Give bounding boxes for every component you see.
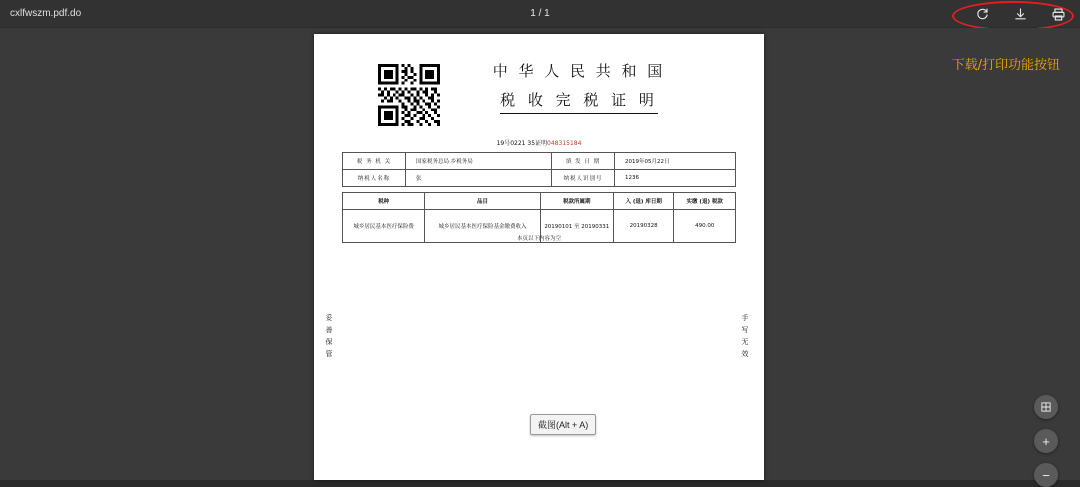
certificate-header: [314, 60, 764, 132]
certificate-number: [314, 138, 764, 147]
document-title: [464, 60, 694, 114]
column-header-period: 税款所属期: [540, 193, 613, 210]
download-icon[interactable]: [1012, 6, 1028, 22]
rotate-icon[interactable]: [974, 6, 990, 22]
table-row: [343, 170, 736, 187]
certificate-table: [342, 152, 736, 187]
zoom-in-button[interactable]: +: [1034, 429, 1058, 453]
page-indicator: 1 / 1: [530, 8, 550, 19]
pdf-page: [314, 34, 764, 480]
cell-tax-type: 城乡居民基本医疗保险费: [343, 210, 425, 243]
pdf-toolbar: [0, 0, 1080, 28]
pdf-viewer-area[interactable]: [0, 28, 1080, 483]
cell-period: 20190101 至 20190331: [540, 210, 613, 243]
certificate-number-label: 19号0221 35证明: [496, 140, 548, 147]
annotation-label: 下载/打印功能按钮: [951, 58, 1060, 73]
column-header-tax-type: 税种: [343, 193, 425, 210]
field-label-issue-date: 填 发 日 期: [551, 153, 614, 170]
cell-date: 20190328: [613, 210, 673, 243]
cell-item: 城乡居民基本医疗保险基金缴费收入: [425, 210, 540, 243]
column-header-date: 入 (退) 库日期: [613, 193, 673, 210]
field-label-taxpayer-id: 纳税人识别号: [551, 170, 614, 187]
field-value-issue-date: 2019年05月22日: [614, 153, 735, 170]
table-header-row: [343, 193, 736, 210]
side-note-right: 手写无效: [741, 314, 749, 362]
qr-code-icon: [378, 64, 440, 126]
column-header-amount: 实缴 (退) 税款: [674, 193, 736, 210]
certificate-number-value: 048315184: [547, 140, 582, 147]
field-value-taxpayer-name: 张: [406, 170, 552, 187]
title-line-1: 中 华 人 民 共 和 国: [492, 62, 666, 80]
title-line-2: 税 收 完 税 证 明: [500, 89, 658, 114]
field-label-taxpayer-name: 纳税人名称: [343, 170, 406, 187]
side-note-left: 妥善保管: [325, 314, 333, 362]
field-value-taxpayer-id: 1236: [614, 170, 735, 187]
fit-page-button[interactable]: [1034, 395, 1058, 419]
zoom-out-button[interactable]: −: [1034, 463, 1058, 487]
file-name-label: cxlfwszm.pdf.do: [10, 8, 82, 19]
field-label-tax-authority: 税 务 机 关: [343, 153, 406, 170]
field-value-tax-authority: 国家税务总局 乡税务局: [406, 153, 552, 170]
column-header-item: 品目: [425, 193, 540, 210]
cell-amount: 490.00: [674, 210, 736, 243]
toolbar-actions: [974, 0, 1066, 28]
screenshot-tooltip: 截图(Alt + A): [530, 414, 596, 435]
table-row: [343, 153, 736, 170]
blank-page-note: 本页以下内容为空: [516, 236, 561, 242]
print-icon[interactable]: [1050, 6, 1066, 22]
